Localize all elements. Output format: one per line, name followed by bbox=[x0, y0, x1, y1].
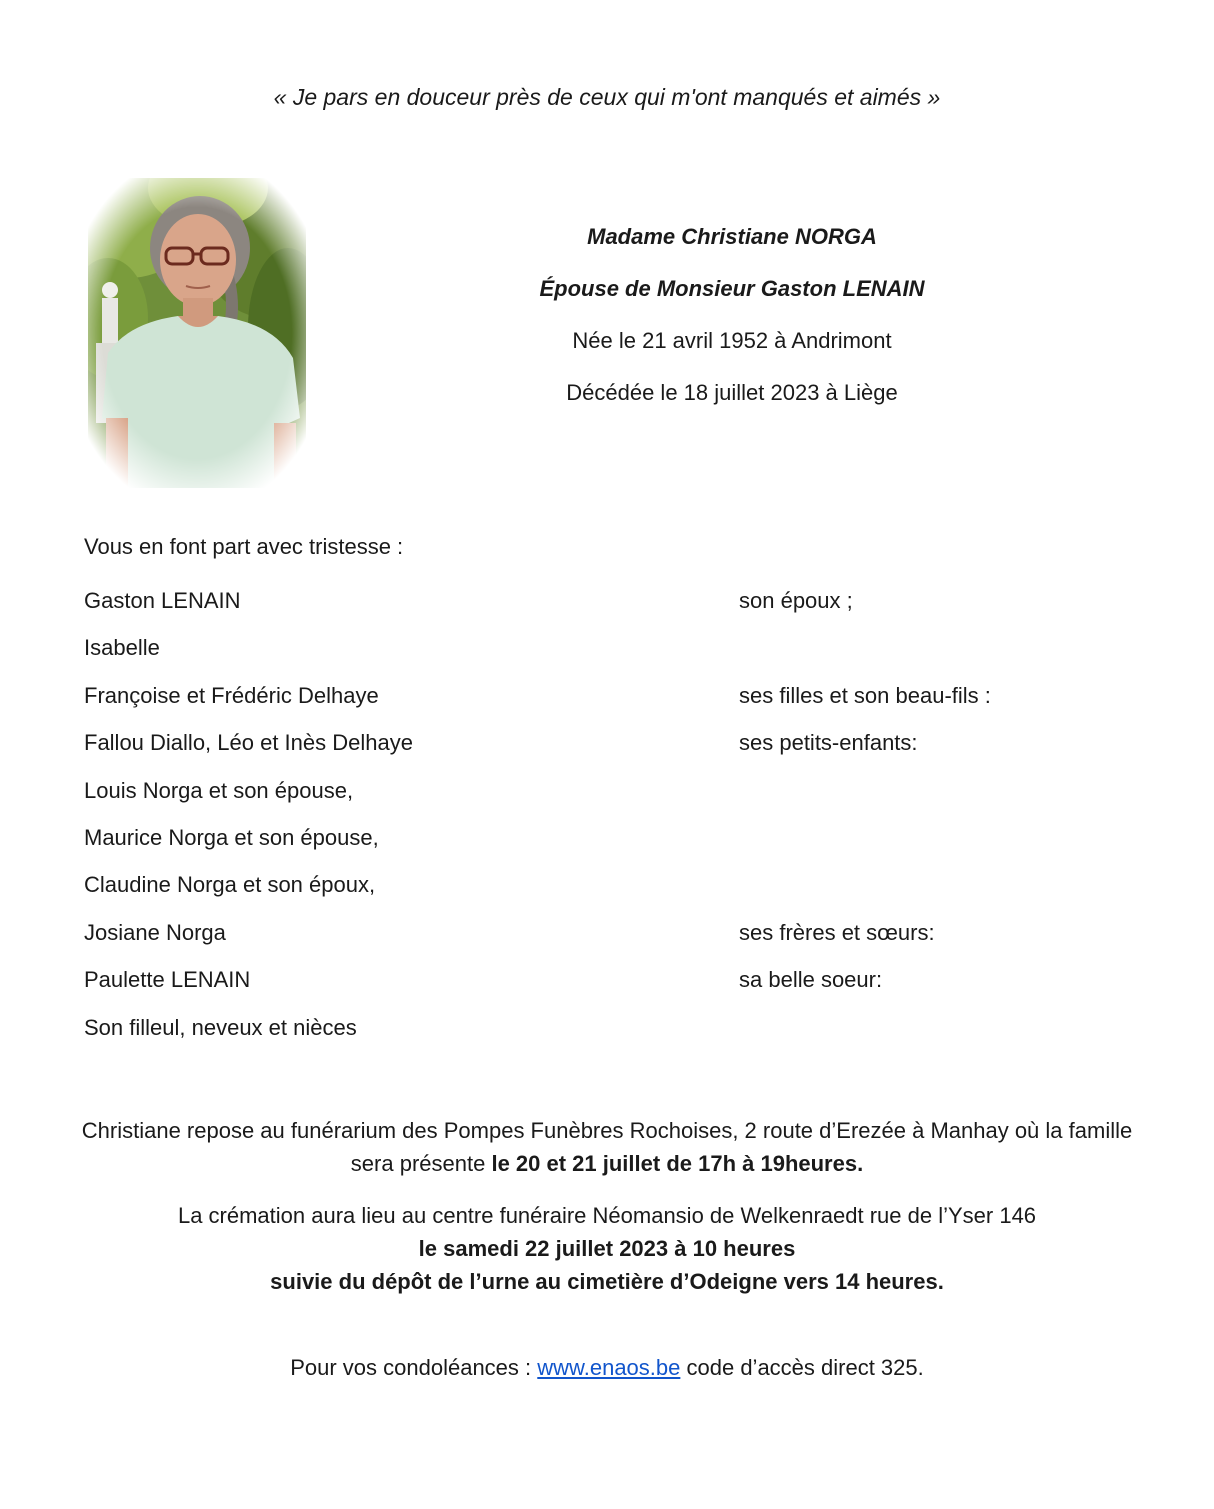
family-relation: ses filles et son beau-fils : bbox=[739, 682, 991, 708]
family-row bbox=[84, 1012, 1134, 1059]
spouse-line: Épouse de Monsieur Gaston LENAIN bbox=[539, 276, 925, 301]
family-relation: ses frères et sœurs: bbox=[739, 919, 935, 945]
urn-deposit: suivie du dépôt de l’urne au cimetière d’Odeigne vers 14 heures. bbox=[270, 1269, 944, 1294]
family-member-name: Louis Norga et son épouse, bbox=[84, 777, 354, 803]
portrait-photo bbox=[88, 178, 306, 488]
family-relation: sa belle soeur: bbox=[739, 967, 883, 993]
deceased-identity bbox=[462, 220, 1002, 428]
visitation-dates: le 20 et 21 juillet de 17h à 19heures. bbox=[491, 1151, 864, 1176]
family-member-name: Fallou Diallo, Léo et Inès Delhaye bbox=[84, 730, 413, 756]
family-member-name: Son filleul, neveux et nièces bbox=[84, 1014, 357, 1040]
deceased-name: Madame Christiane NORGA bbox=[587, 224, 877, 249]
family-relation: ses petits-enfants: bbox=[739, 730, 918, 756]
death-line: Décédée le 18 juillet 2023 à Liège bbox=[566, 380, 898, 405]
condolences-link[interactable]: www.enaos.be bbox=[537, 1355, 681, 1380]
family-row bbox=[84, 822, 1134, 869]
condolences-info bbox=[60, 1351, 1154, 1384]
family-relation: son époux ; bbox=[739, 588, 853, 613]
family-member-name: Josiane Norga bbox=[84, 919, 226, 945]
announcement: Vous en font part avec tristesse : bbox=[84, 534, 404, 559]
visitation-text: Christiane repose au funérarium des Pompes Funèbres Rochoises, 2 route d’Erezée à Manhay où la famille sera présente bbox=[81, 1118, 1133, 1176]
cremation-info bbox=[60, 1199, 1154, 1298]
cremation-date: le samedi 22 juillet 2023 à 10 heures bbox=[418, 1236, 796, 1261]
family-member-name: Gaston LENAIN bbox=[84, 588, 241, 613]
cremation-location: La crémation aura lieu au centre funéraire Néomansio de Welkenraedt rue de l’Yser 146 bbox=[177, 1203, 1037, 1228]
family-row bbox=[84, 917, 1134, 964]
family-row bbox=[84, 775, 1134, 822]
condolences-suffix: code d’accès direct 325. bbox=[686, 1355, 924, 1380]
family-member-name: Françoise et Frédéric Delhaye bbox=[84, 682, 379, 708]
family-row bbox=[84, 632, 1134, 679]
birth-line: Née le 21 avril 1952 à Andrimont bbox=[572, 328, 892, 353]
quote: « Je pars en douceur près de ceux qui m'ont manqués et aimés » bbox=[273, 84, 941, 110]
family-row bbox=[84, 869, 1134, 916]
family-member-name: Claudine Norga et son époux, bbox=[84, 872, 376, 898]
family-member-name: Paulette LENAIN bbox=[84, 967, 251, 993]
family-member-name: Maurice Norga et son épouse, bbox=[84, 824, 379, 850]
visitation-info bbox=[60, 1114, 1154, 1180]
family-row bbox=[84, 585, 1134, 632]
family-row bbox=[84, 680, 1134, 727]
family-list bbox=[84, 585, 1134, 1059]
condolences-prefix: Pour vos condoléances : bbox=[290, 1355, 532, 1380]
family-member-name: Isabelle bbox=[84, 635, 160, 661]
family-row bbox=[84, 964, 1134, 1011]
family-row bbox=[84, 727, 1134, 774]
